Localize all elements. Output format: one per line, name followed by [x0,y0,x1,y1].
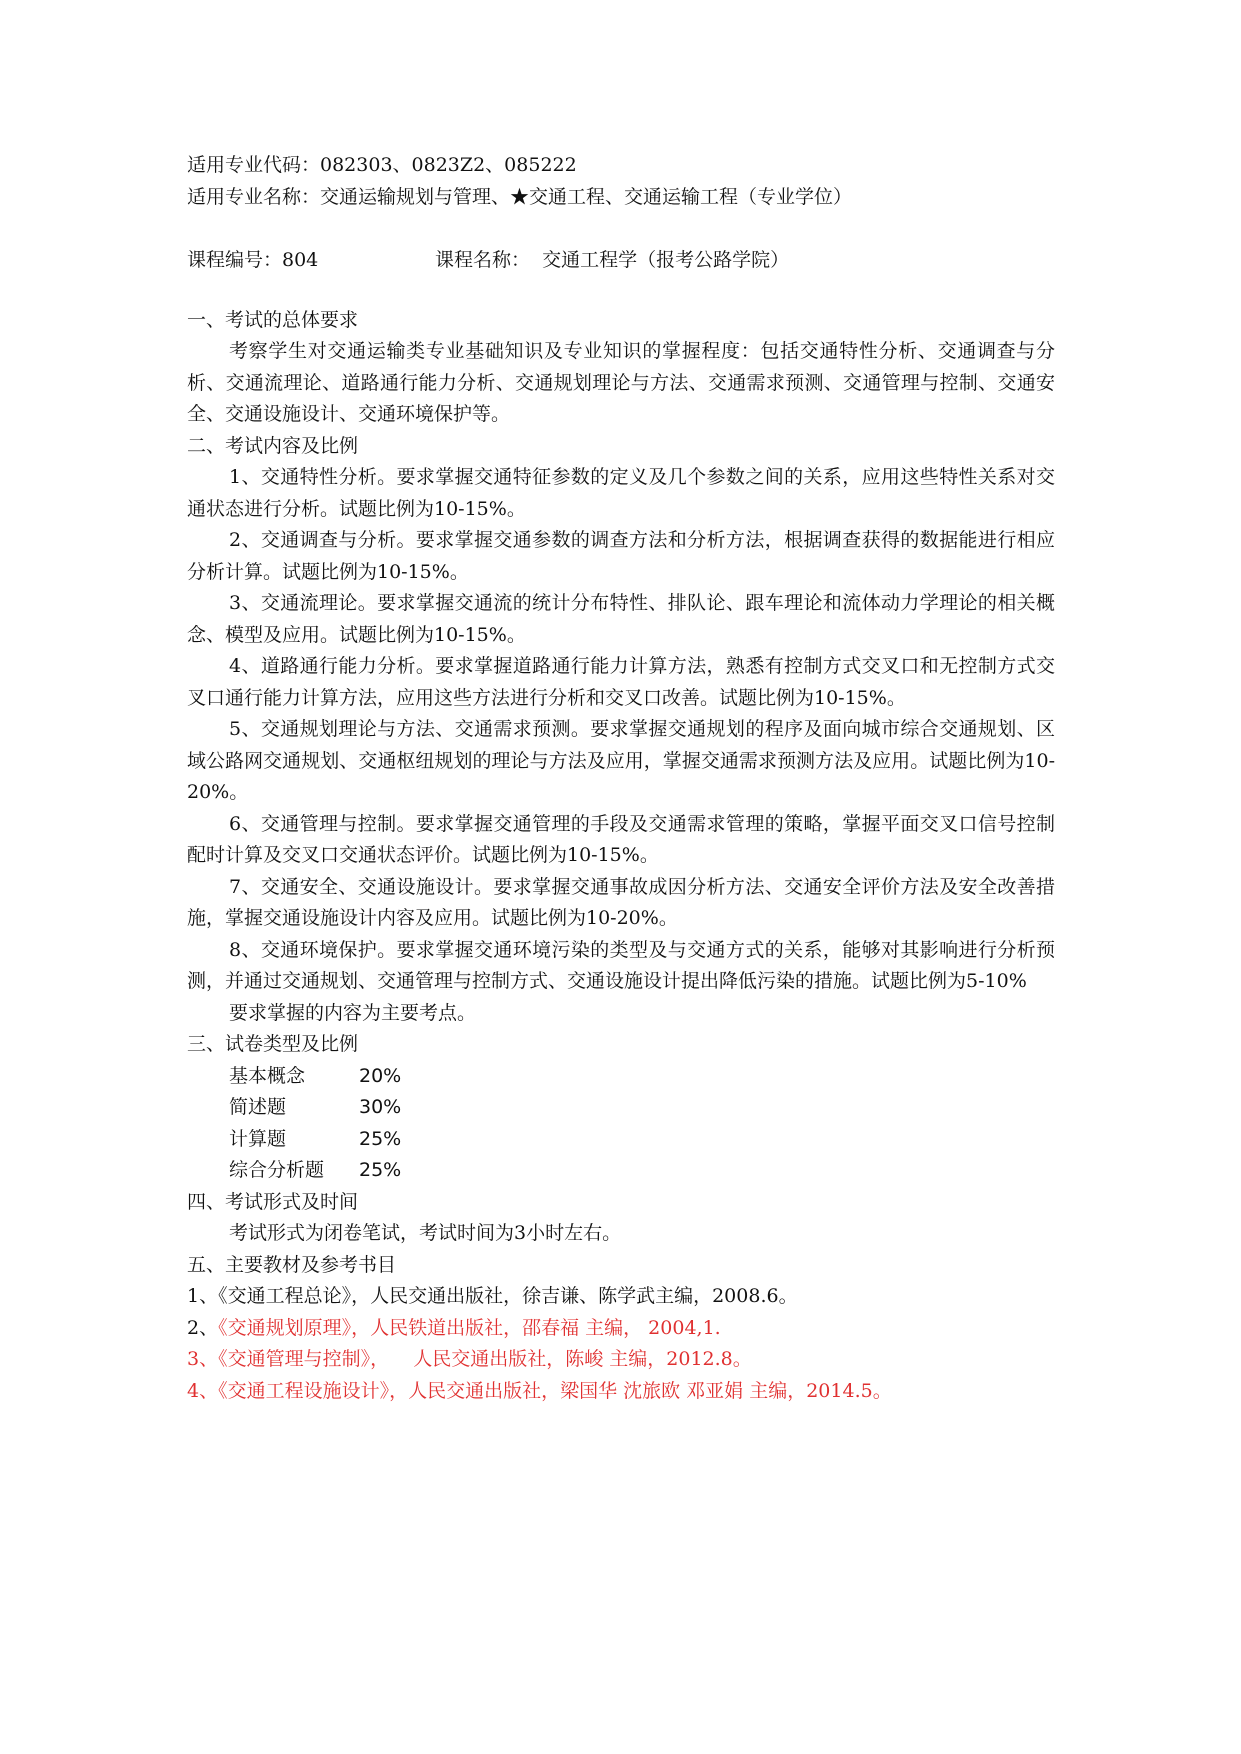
section-4-title: 四、考试形式及时间 [187,1190,359,1213]
section-1-body: 考察学生对交通运输类专业基础知识及专业知识的掌握程度：包括交通特性分析、交通调查与分析、交通流理论、道路通行能力分析、交通规划理论与方法、交通需求预测、交通管理与控制、交通安全、交通设施设计、交通环境保护等。 [187,340,1055,425]
section-2-title: 二、考试内容及比例 [187,434,359,457]
content-item: 1、交通特性分析。要求掌握交通特征参数的定义及几个参数之间的关系，应用这些特性关系对交通状态进行分析。试题比例为10-15%。 [187,466,1055,520]
reference-text: 《交通工程总论》，人民交通出版社，徐吉谦、陈学武主编，2008.6。 [218,1285,798,1307]
reference-text: 《交通管理与控制》， 人民交通出版社，陈峻 主编，2012.8。 [218,1348,752,1370]
exam-type-row [187,1124,1055,1156]
key-points-note: 要求掌握的内容为主要考点。 [229,1001,477,1024]
reference-item [187,1313,1055,1345]
course-number: 课程编号：804 [187,249,319,271]
exam-type-percent: 30% [359,1096,402,1118]
exam-type-row [187,1092,1055,1124]
content-item: 3、交通流理论。要求掌握交通流的统计分布特性、排队论、跟车理论和流体动力学理论的相关概念、模型及应用。试题比例为10-15%。 [187,592,1055,646]
content-item: 7、交通安全、交通设施设计。要求掌握交通事故成因分析方法、交通安全评价方法及安全改善措施，掌握交通设施设计内容及应用。试题比例为10-20%。 [187,875,1055,929]
section-3-title: 三、试卷类型及比例 [187,1033,359,1055]
applicable-majors: 适用专业名称：交通运输规划与管理、★交通工程、交通运输工程（专业学位） [187,185,853,208]
reference-number: 3、 [187,1348,219,1370]
reference-text: 《交通工程设施设计》，人民交通出版社，梁国华 沈旅欧 邓亚娟 主编，2014.5。 [218,1379,892,1402]
course-info [187,245,1055,277]
content-item: 2、交通调查与分析。要求掌握交通参数的调查方法和分析方法，根据调查获得的数据能进行相应分析计算。试题比例为10-15%。 [187,529,1055,583]
reference-number: 1、 [187,1285,219,1307]
content-item: 4、道路通行能力分析。要求掌握道路通行能力计算方法，熟悉有控制方式交叉口和无控制方式交叉口通行能力计算方法，应用这些方法进行分析和交叉口改善。试题比例为10-15%。 [187,655,1055,709]
reference-item [187,1344,1055,1376]
content-item: 8、交通环境保护。要求掌握交通环境污染的类型及与交通方式的关系，能够对其影响进行分析预测，并通过交通规划、交通管理与控制方式、交通设施设计提出降低污染的措施。试题比例为5-10% [187,938,1055,992]
document-page [187,150,1055,1407]
exam-type: 简述题 [229,1096,287,1118]
applicable-codes: 适用专业代码：082303、0823Z2、085222 [187,154,577,176]
content-item: 6、交通管理与控制。要求掌握交通管理的手段及交通需求管理的策略，掌握平面交叉口信号控制配时计算及交叉口交通状态评价。试题比例为10-15%。 [187,812,1055,866]
exam-type-row [187,1061,1055,1093]
reference-item [187,1281,1055,1313]
exam-type: 综合分析题 [229,1159,325,1181]
exam-type-percent: 25% [359,1127,402,1150]
section-5-title: 五、主要教材及参考书目 [187,1253,397,1276]
reference-item [187,1376,1055,1408]
exam-type-percent: 25% [359,1159,402,1181]
reference-number: 2、 [187,1316,219,1339]
course-name: 课程名称： 交通工程学（报考公路学院） [435,249,790,271]
exam-type-percent: 20% [359,1064,402,1087]
exam-type: 基本概念 [229,1064,306,1087]
section-1-title: 一、考试的总体要求 [187,308,359,331]
exam-type: 计算题 [229,1127,287,1150]
reference-number: 4、 [187,1379,219,1402]
reference-text: 《交通规划原理》，人民铁道出版社，邵春福 主编， 2004,1. [218,1316,721,1339]
content-item: 5、交通规划理论与方法、交通需求预测。要求掌握交通规划的程序及面向城市综合交通规划、区域公路网交通规划、交通枢纽规划的理论与方法及应用，掌握交通需求预测方法及应用。试题比例为10-20%。 [187,718,1055,803]
section-4-body: 考试形式为闭卷笔试，考试时间为3小时左右。 [229,1222,622,1244]
exam-type-row [187,1155,1055,1187]
